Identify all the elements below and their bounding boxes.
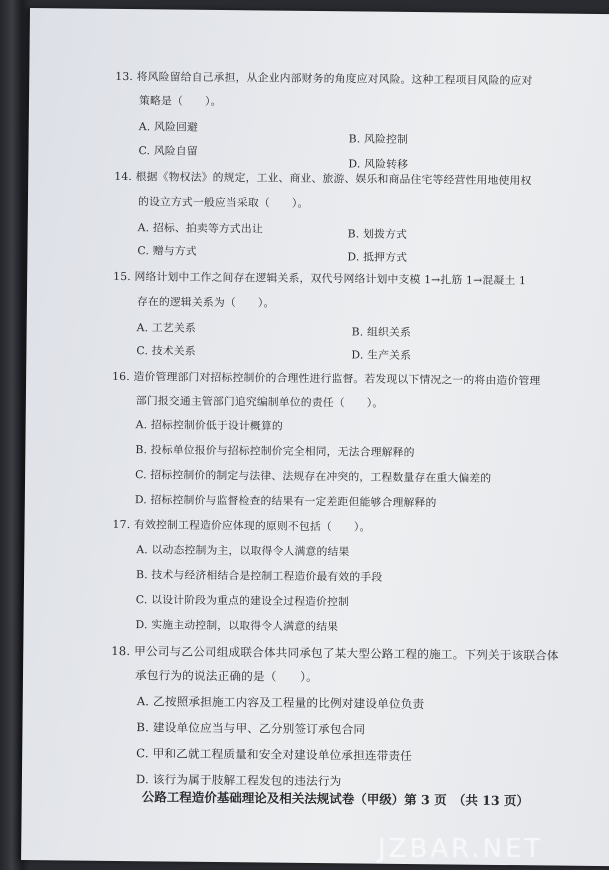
q14-option-a: A. 招标、拍卖等方式出让: [137, 221, 264, 236]
q15-option-d: D. 生产关系: [351, 348, 412, 363]
q15-stem-line2: 存在的逻辑关系为（ ）。: [136, 295, 275, 310]
q13-option-a: A. 风险回避: [138, 120, 199, 134]
q17-option-c: C. 以设计阶段为重点的建设全过程造价控制: [135, 593, 350, 609]
watermark: JZBAR.NET: [378, 834, 544, 864]
q17-option-b: B. 技术与经济相结合是控制工程造价最有效的手段: [136, 568, 383, 584]
q18-stem-line1: 18. 甲公司与乙公司组成联合体共同承包了某大型公路工程的施工。下列关于该联合体: [111, 643, 559, 663]
q18-option-b: B. 建设单位应当与甲、乙分别签订承包合同: [136, 720, 366, 737]
q16-option-c: C. 招标控制价的制定与法律、法规存在冲突的，工程数量存在重大偏差的: [135, 468, 492, 485]
q14-option-d: D. 抵押方式: [347, 250, 408, 264]
q16-option-d: D. 招标控制价与监督检查的结果有一定差距但能够合理解释的: [134, 493, 437, 510]
q13-option-b: B. 风险控制: [348, 132, 409, 146]
q17-option-d: D. 实施主动控制，以取得令人满意的结果: [135, 618, 339, 634]
q15-option-b: B. 组织关系: [351, 325, 412, 340]
q14-option-c: C. 赠与方式: [137, 244, 197, 258]
q18-option-c: C. 甲和乙就工程质量和安全对建设单位承担连带责任: [136, 746, 413, 764]
q14-stem-line2: 的设立方式一般应当采取（ ）。: [137, 195, 309, 210]
q16-stem-line2: 部门报交通主管部门追究编制单位的责任（ ）。: [135, 394, 384, 410]
q15-stem-line1: 15. 网络计划中工作之间存在逻辑关系，双代号网络计划中支模 1→扎筋 1→混凝土 1: [113, 269, 527, 288]
q16-option-a: A. 招标控制价低于设计概算的: [135, 418, 283, 433]
q14-option-b: B. 划拨方式: [347, 227, 408, 241]
q18-stem-line2: 承包行为的说法正确的是（ ）。: [134, 668, 318, 685]
q13-stem-line2: 策略是（ ）。: [138, 94, 222, 109]
q14-stem-line1: 14. 根据《物权法》的规定，工业、商业、旅游、娱乐和商品住宅等经营性用地使用权: [114, 169, 532, 188]
q13-stem-line1: 13. 将风险留给自己承担，从企业内部财务的角度应对风险。这种工程项目风险的应对: [115, 69, 533, 88]
exam-page: [21, 8, 609, 866]
q13-option-c: C. 风险自留: [138, 144, 198, 158]
q13-option-d: D. 风险转移: [348, 157, 409, 171]
q18-option-a: A. 乙按照承担施工内容及工程量的比例对建设单位负责: [136, 694, 425, 712]
q16-option-b: B. 投标单位报价与招标控制价完全相同，无法合理解释的: [135, 443, 415, 460]
q16-stem-line1: 16. 造价管理部门对招标控制价的合理性进行监督。若发现以下情况之一的将由造价管理: [112, 369, 541, 388]
q18-option-d: D. 该行为属于肢解工程发包的违法行为: [135, 772, 342, 789]
page-footer: 公路工程造价基础理论及相关法规试卷（甲级）第 3 页 （共 13 页）: [141, 789, 530, 809]
q15-option-a: A. 工艺关系: [136, 321, 196, 335]
q17-option-a: A. 以动态控制为主，以取得令人满意的结果: [136, 543, 350, 559]
q17-stem: 17. 有效控制工程造价应体现的原则不包括（ ）。: [112, 517, 371, 534]
q15-option-c: C. 技术关系: [136, 344, 196, 358]
